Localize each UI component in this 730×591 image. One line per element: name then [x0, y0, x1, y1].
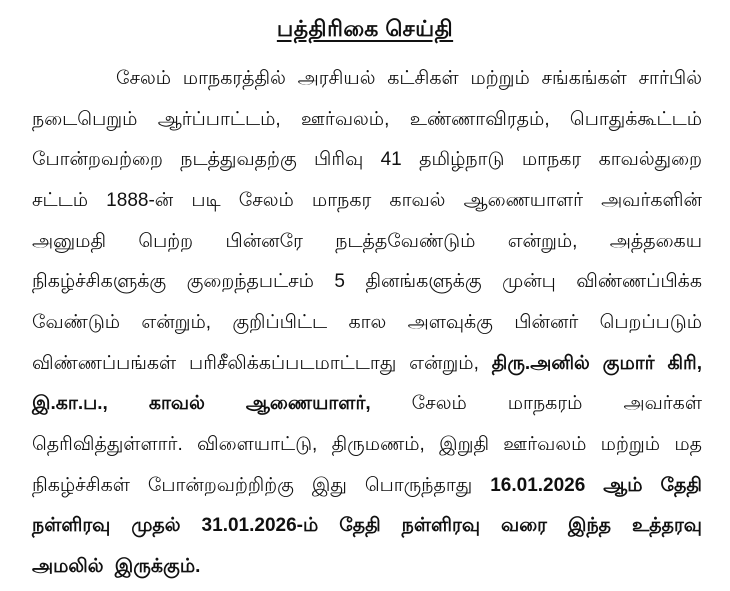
body-text-part2: சேலம் மாநகரம் அவர்கள் தெரிவித்துள்ளார். விளையாட்டு, திருமணம், இறுதி ஊர்வலம் மற்றும் மத நிகழ்ச்சிகள் போன்றவற்றிற்கு இது பொருந்தாது: [32, 393, 702, 496]
order-effective-dates: 16.01.2026 ஆம் தேதி நள்ளிரவு முதல் 31.01.2026-ம் தேதி நள்ளிரவு வரை இந்த உத்தரவு அமலில் இருக்கும்.: [32, 474, 702, 577]
body-text-part1: சேலம் மாநகரத்தில் அரசியல் கட்சிகள் மற்றும் சங்கங்கள் சார்பில் நடைபெறும் ஆர்ப்பாட்டம், ஊர்வலம், உண்ணாவிரதம், பொதுக்கூட்டம் போன்றவற்றை நடத்துவதற்கு பிரிவு 41 தமிழ்நாடு மாநகர காவல்துறை சட்டம் 1888-ன் படி சேலம் மாநகர காவல் ஆணையாளர் அவர்களின் அனுமதி பெற்ற பின்னரே நடத்தவேண்டும் என்றும், அத்தகைய நிகழ்ச்சிகளுக்கு குறைந்தபட்சம் 5 தினங்களுக்கு முன்பு விண்ணப்பிக்க வேண்டும் என்றும், குறிப்பிட்ட கால அளவுக்கு பின்னர் பெறப்படும் விண்ணப்பங்கள் பரிசீலிக்கப்படமாட்டாது என்றும்,: [32, 68, 702, 374]
document-body: [32, 59, 702, 588]
officer-name-designation: திரு.அனில் குமார் கிரி, இ.கா.ப., காவல் ஆணையாளர்,: [32, 352, 702, 415]
document-title: பத்திரிகை செய்தி: [276, 16, 454, 41]
